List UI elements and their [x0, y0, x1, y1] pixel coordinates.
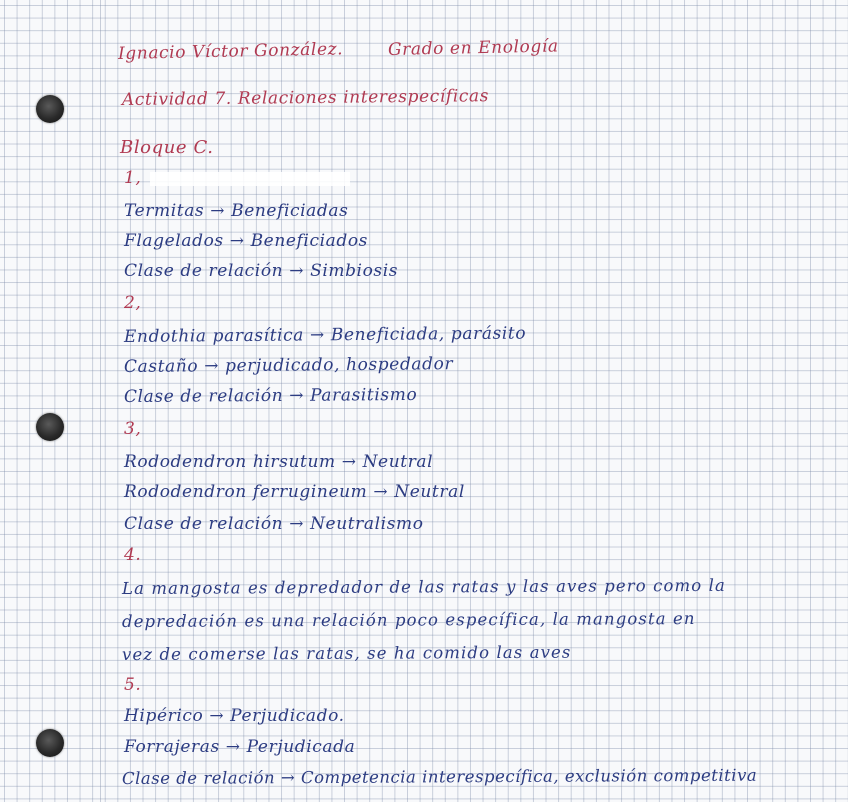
- whiteout-mark: [150, 172, 350, 186]
- answer-line: Clase de relación → Neutralismo: [124, 514, 424, 534]
- activity-title: Actividad 7. Relaciones interespecíficas: [121, 86, 490, 110]
- paragraph-line: La mangosta es depredador de las ratas y las aves pero como la: [121, 575, 726, 598]
- answer-line: Endothia parasítica → Beneficiada, parásito: [123, 323, 527, 347]
- binder-hole-middle: [36, 413, 64, 441]
- paragraph-line: vez de comerse las ratas, se ha comido las aves: [121, 642, 572, 664]
- section-number: 3,: [124, 419, 142, 439]
- answer-line: Termitas → Beneficiadas: [124, 201, 349, 221]
- answer-line: Castaño → perjudicado, hospedador: [123, 354, 454, 377]
- section-number: 1,: [124, 168, 142, 188]
- answer-line: Rododendron hirsutum → Neutral: [124, 452, 434, 472]
- answer-line: Flagelados → Beneficiados: [124, 231, 369, 251]
- margin-line: [100, 0, 101, 802]
- answer-line: Clase de relación → Simbiosis: [124, 261, 399, 281]
- answer-line: Clase de relación → Competencia interespecífica, exclusión competitiva: [121, 765, 758, 788]
- answer-line: Forrajeras → Perjudicada: [124, 737, 356, 757]
- degree-name: Grado en Enología: [387, 36, 559, 60]
- author-name: Ignacio Víctor González.: [117, 39, 344, 64]
- section-number: 4.: [124, 545, 142, 565]
- block-title: Bloque C.: [120, 137, 214, 158]
- answer-line: Hipérico → Perjudicado.: [124, 706, 345, 726]
- section-number: 2,: [124, 293, 142, 313]
- answer-line: Clase de relación → Parasitismo: [123, 384, 418, 407]
- section-number: 5.: [124, 675, 142, 695]
- binder-hole-bottom: [36, 729, 64, 757]
- paragraph-line: depredación es una relación poco específica, la mangosta en: [121, 608, 696, 631]
- binder-hole-top: [36, 95, 64, 123]
- answer-line: Rododendron ferrugineum → Neutral: [124, 482, 465, 502]
